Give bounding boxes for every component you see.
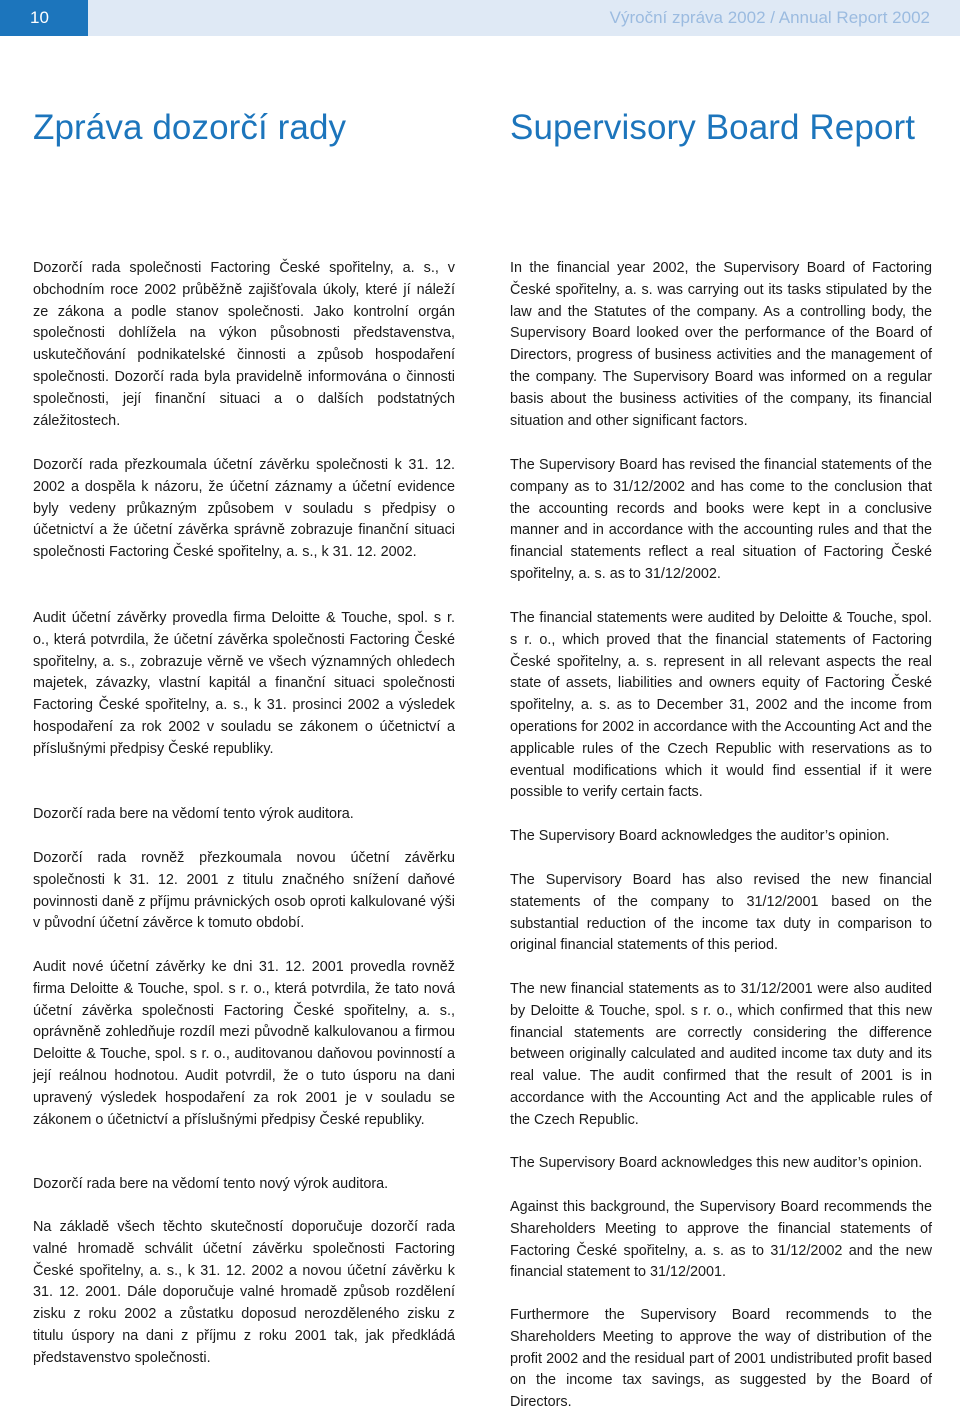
paragraph-cz-4: Dozorčí rada bere na vědomí tento výrok auditora.	[33, 806, 354, 822]
paragraph-cz-5: Dozorčí rada rovněž přezkoumala novou účetní závěrku společnosti k 31. 12. 2001 z titulu značného snížení daňové povinnosti daně z příjmu právnických osob oproti kalkulované výši v původní účetní závěrce k tomuto období.	[33, 850, 455, 932]
running-title: Výroční zpráva 2002 / Annual Report 2002	[88, 0, 960, 36]
paragraph-cz-3: Audit účetní závěrky provedla firma Deloitte & Touche, spol. s r. o., která potvrdila, že účetní závěrka společnosti Factoring České spořitelny, a. s., zobrazuje věrně ve všech významných ohledech majetek, závazky, vlastní kapitál a finanční situaci společnosti Factoring České spořitelny, a. s., k 31. prosinci 2002 a výsledek hospodaření za rok 2002 v souladu se zákonem o účetnictví a příslušnými předpisy České republiky.	[33, 610, 455, 757]
paragraph-en-4: The Supervisory Board acknowledges the auditor’s opinion.	[510, 828, 890, 844]
paragraph-cz-1: Dozorčí rada společnosti Factoring České spořitelny, a. s., v obchodním roce 2002 průběžně zajišťovala úkoly, které jí náleží ze zákona a podle stanov společnosti. Jako kontrolní orgán společnosti dohlížela na výkon působnosti představenstva, uskutečňování podnikatelské činnosti a způsob hospodaření společnosti. Dozorčí rada byla pravidelně informována o činnosti společnosti, její finanční situaci a o dalších podstatných záležitostech.	[33, 260, 455, 429]
paragraph-cz-6: Audit nové účetní závěrky ke dni 31. 12. 2001 provedla rovněž firma Deloitte & Touche, spol. s r. o., která potvrdila, že tato nová účetní závěrka společnosti Factoring České spořitelny, a. s., oprávněně zohledňuje rozdíl mezi původně kalkulovanou a firmou Deloitte & Touche, spol. s r. o., auditovanou daňovou povinností a její reálnou hodnotou. Audit potvrdil, že o tuto úsporu na dani upravený výsledek hospodaření za rok 2001 je v souladu se zákonem o účetnictví a příslušnými předpisy České republiky.	[33, 959, 455, 1128]
paragraph-en-5: The Supervisory Board has also revised the new financial statements of the company to 31/12/2001 based on the substantial reduction of the income tax duty in comparison to original financial statements of this period.	[510, 872, 932, 954]
paragraph-en-8: Against this background, the Supervisory Board recommends the Shareholders Meeting to approve the financial statements of Factoring České spořitelny, a. s. as to 31/12/2002 and the new financial statement to 31/12/2001.	[510, 1199, 932, 1281]
page-number: 10	[0, 0, 88, 36]
paragraph-cz-8: Na základě všech těchto skutečností doporučuje dozorčí rada valné hromadě schválit účetní závěrku společnosti Factoring České spořitelny, a. s., k 31. 12. 2002 a novou účetní závěrku k 31. 12. 2001. Dále doporučuje valné hromadě způsob rozdělení zisku z roku 2002 a zůstatku doposud nerozděleného zisku z titulu úspory na dani z příjmu z roku 2001 tak, jak předkládá představenstvo společnosti.	[33, 1219, 455, 1366]
paragraph-en-6: The new financial statements as to 31/12/2001 were also audited by Deloitte & Touche, spol. s r. o., which confirmed that this new financial statements are correctly considering the difference between originally calculated and audited income tax duty and its real value. The audit confirmed that the result of 2001 is in accordance with the Accounting Act and the applicable rules of the Czech Republic.	[510, 981, 932, 1128]
page-title-english: Supervisory Board Report	[510, 108, 916, 147]
paragraph-cz-2: Dozorčí rada přezkoumala účetní závěrku společnosti k 31. 12. 2002 a dospěla k názoru, že účetní záznamy a účetní evidence byly vedeny průkazným způsobem v souladu s předpisy o účetnictví a že účetní závěrka správně zobrazuje finanční situaci společnosti Factoring České spořitelny, a. s., k 31. 12. 2002.	[33, 457, 455, 561]
paragraph-en-3: The financial statements were audited by Deloitte & Touche, spol. s r. o., which proved that the financial statements of Factoring České spořitelny, a. s. represent in all relevant aspects the real state of assets, liabilities and owners equity of Factoring České spořitelny, a. s. as to December 31, 2002 and the income from operations for 2002 in accordance with the Accounting Act and the applicable rules of the Czech Republic with reservations as to eventual modifications which it would find essential if it were possible to verify certain facts.	[510, 610, 932, 801]
paragraph-en-2: The Supervisory Board has revised the financial statements of the company as to 31/12/2002 and has come to the conclusion that the accounting records and books were kept in a conclusive manner and in accordance with the accounting rules and that the financial statements reflect a real situation of Factoring České spořitelny, a. s. as to 31/12/2002.	[510, 457, 932, 582]
page-title-czech: Zpráva dozorčí rady	[33, 108, 347, 147]
paragraph-en-7: The Supervisory Board acknowledges this new auditor’s opinion.	[510, 1155, 923, 1171]
paragraph-en-9: Furthermore the Supervisory Board recommends to the Shareholders Meeting to approve the way of distribution of the profit 2002 and the residual part of 2001 undistributed profit based on the income tax savings, as suggested by the Board of Directors.	[510, 1307, 932, 1411]
page-header	[0, 0, 960, 36]
paragraph-en-1: In the financial year 2002, the Supervisory Board of Factoring České spořitelny, a. s. was carrying out its tasks stipulated by the law and the Statutes of the company. As a controlling body, the Supervisory Board looked over the performance of the Board of Directors, progress of business activities and the management of the company. The Supervisory Board was informed on a regular basis about the business activities of the company, its financial situation and other significant factors.	[510, 260, 932, 429]
paragraph-cz-7: Dozorčí rada bere na vědomí tento nový výrok auditora.	[33, 1176, 389, 1192]
